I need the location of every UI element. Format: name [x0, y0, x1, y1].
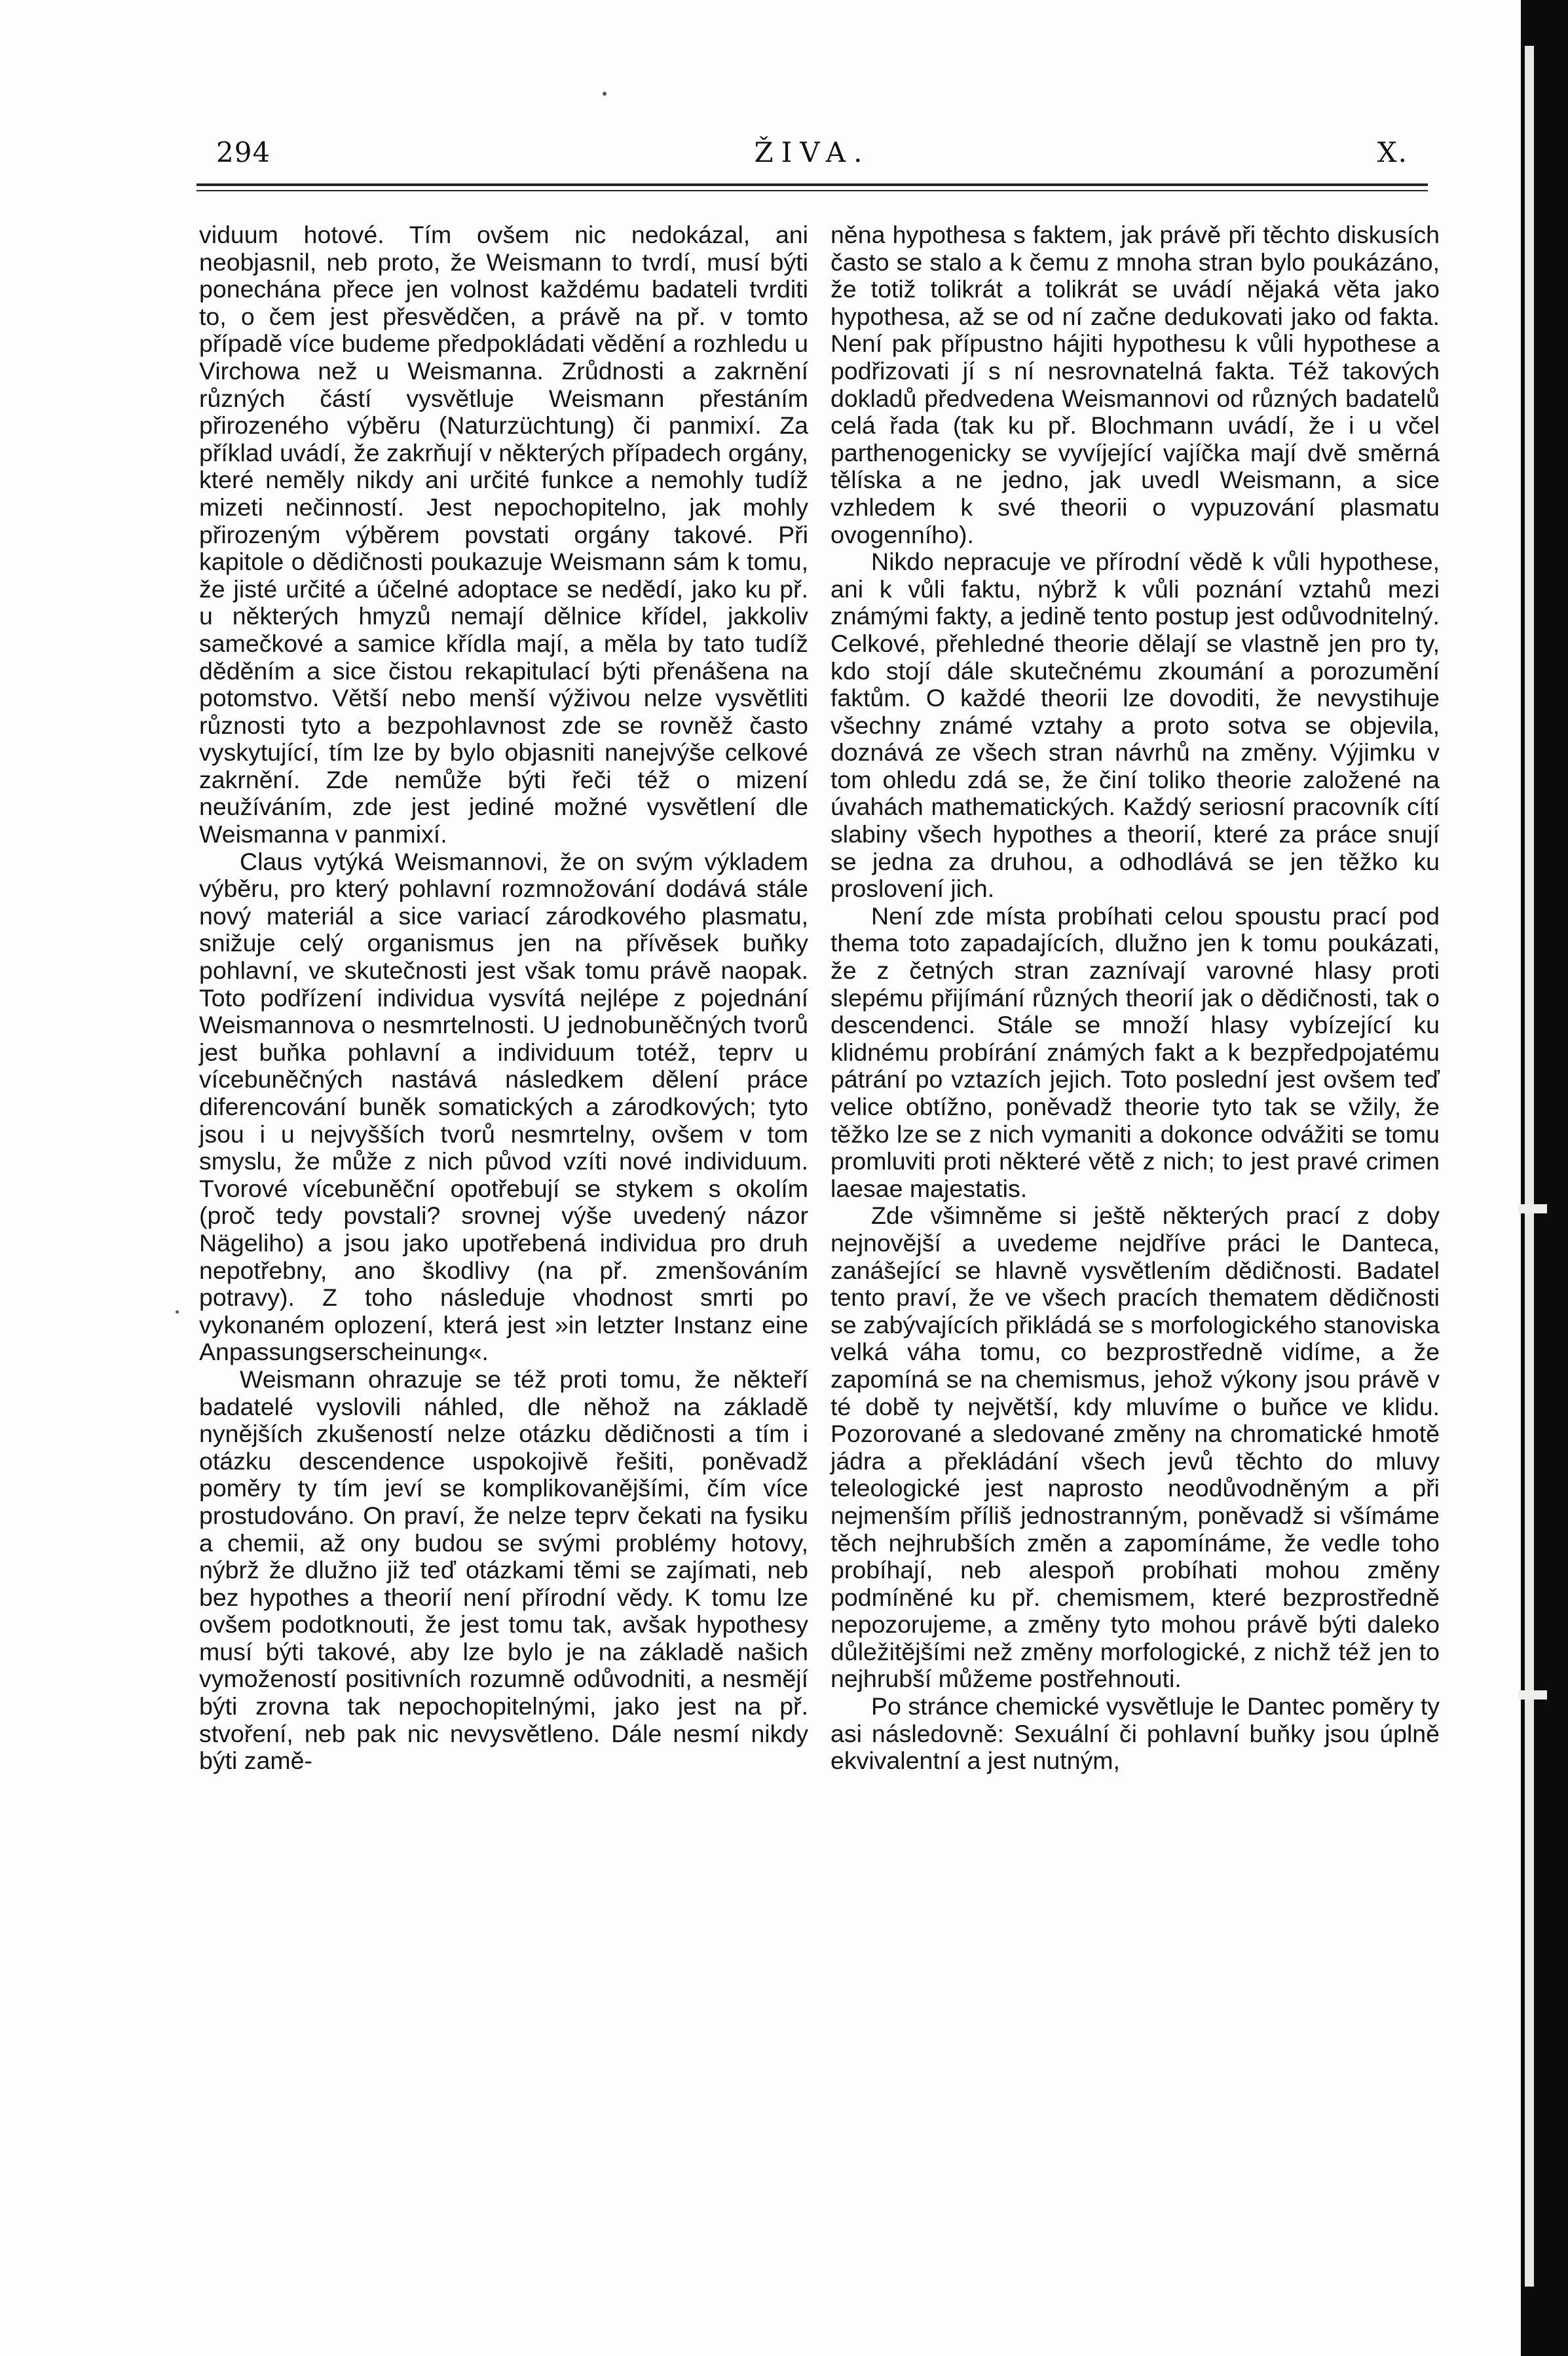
header-rule-thick — [196, 183, 1428, 186]
volume-number: X. — [1377, 136, 1408, 168]
paragraph: Nikdo nepracuje ve přírodní vědě k vůli hypothese, ani k vůli faktu, nýbrž k vůli poznání vztahů mezi známými fakty, a jedině tento postup jest odůvodnitelný. Celkové, přehledné theorie dělají se vlastně jen pro ty, kdo stojí dále skutečnému zkoumání a porozumění faktům. O každé theorii lze dovoditi, že nevystihuje všechny známé vztahy a proto sotva se objevila, doznává ze všech stran návrhů na změny. Výjimku v tom ohledu zdá se, že činí toliko theorie založené na úvahách mathematických. Každý seriosní pracovník cítí slabiny všech hypothes a theorií, které za práce snují se jedna za druhou, a odhodlává se jen těžko ku proslovení jich. — [831, 548, 1440, 903]
edge-marker — [1518, 1690, 1547, 1700]
edge-marker — [1518, 1204, 1547, 1213]
scan-speck — [603, 92, 607, 96]
scan-edge — [1521, 0, 1568, 2356]
journal-title: ŽIVA. — [754, 136, 870, 168]
header-rule-thin — [196, 190, 1428, 191]
page-number: 294 — [216, 136, 271, 168]
left-column — [199, 221, 808, 2187]
paragraph: něna hypothesa s faktem, jak právě při těchto diskusích často se stalo a k čemu z mnoha stran bylo poukázáno, že totiž tolikrát a tolikrát se uvádí nějaká věta jako hypothesa, až se od ní začne dedukovati jako od fakta. Není pak přípustno hájiti hypothesu k vůli hypothese a podřizovati jí s ní nesrovnatelná fakta. Též takových dokladů předvedena Weismannovi od různých badatelů celá řada (tak ku př. Blochmann uvádí, že i u včel parthenogenicky se vyvíjející vajíčka mají dvě směrná tělíska a ne jedno, jak uvedl Weismann, a sice vzhledem k své theorii o vypuzování plasmatu ovogenního). — [831, 221, 1440, 548]
right-column — [831, 221, 1440, 2187]
paragraph: Claus vytýká Weismannovi, že on svým výkladem výběru, pro který pohlavní rozmnožování dodává stále nový materiál a sice variací zárodkového plasmatu, snižuje celý organismus jen na přívěsek buňky pohlavní, ve skutečnosti jest však tomu právě naopak. Toto podřízení individua vysvítá nejlépe z pojednání Weismannova o nesmrtelnosti. U jednobuněčných tvorů jest buňka pohlavní a individuum totéž, teprv u vícebuněčných nastává následkem dělení práce diferencování buněk somatických a zárodkových; tyto jsou i u nejvyšších tvorů nesmrtelny, ovšem v tom smyslu, že může z nich původ vzíti nové individuum. Tvorové vícebuněční opotřebují se stykem s okolím (proč tedy povstali? srovnej výše uvedený názor Nägeliho) a jsou jako upotřebená individua pro druh nepotřebny, ano škodlivy (na př. zmenšováním potravy). Z toho následuje vhodnost smrti po vykonaném oplození, která jest »in letzter Instanz eine Anpassungserscheinung«. — [199, 847, 808, 1366]
paragraph: Weismann ohrazuje se též proti tomu, že někteří badatelé vyslovili náhled, dle něhož na základě nynějších zkušeností nelze otázku dědičnosti a tím i otázku descendence uspokojivě řešiti, poněvadž poměry ty tím jeví se komplikovanějšími, čím více prostudováno. On praví, že nelze teprv čekati na fysiku a chemii, až ony budou se svými problémy hotovy, nýbrž že dlužno již teď otázkami těmi se zajímati, neb bez hypothes a theorií není přírodní vědy. K tomu lze ovšem podotknouti, že jest tomu tak, avšak hypothesy musí býti takové, aby lze bylo je na základě našich vymožeností positivních rozumně odůvodniti, a nesmějí býti zrovna tak nepochopitelnými, jako jest na př. stvoření, neb pak nic nevysvětleno. Dále nesmí nikdy býti zamě- — [199, 1365, 808, 1775]
scan-speck — [176, 1310, 179, 1314]
paragraph: Po stránce chemické vysvětluje le Dantec poměry ty asi následovně: Sexuální či pohlavní buňky jsou úplně ekvivalentní a jest nutným, — [831, 1692, 1440, 1775]
paragraph: viduum hotové. Tím ovšem nic nedokázal, ani neobjasnil, neb proto, že Weismann to tvrdí, musí býti ponechána přece jen volnost každému badateli tvrditi to, o čem jest přesvědčen, a právě na př. v tomto případě více budeme předpokládati vědění a rozhledu u Virchowa než u Weismanna. Zrůdnosti a zakrnění různých částí vysvětluje Weismann přestáním přirozeného výběru (Naturzüchtung) či panmixí. Za příklad uvádí, že zakrňují v některých případech orgány, které neměly nikdy ani určité funkce a nemohly tudíž mizeti nečinností. Jest nepochopitelno, jak mohly přirozeným výběrem povstati orgány takové. Při kapitole o dědičnosti poukazuje Weismann sám k tomu, že jisté určité a účelné adoptace se nedědí, jako ku př. u některých hmyzů nemají dělnice křídel, jakkoliv samečkové a samice křídla mají, a měla by tato tudíž děděním a sice čistou rekapitulací býti přenášena na potomstvo. Větší nebo menší výživou nelze vysvětliti různosti tyto a bezpohlavnost zde se rovněž často vyskytující, tím lze by bylo objasniti nanejvýše celkové zakrnění. Zde nemůže býti řeči též o mizení neužíváním, zde jest jediné možné vysvětlení dle Weismanna v panmixí. — [199, 221, 808, 848]
paragraph: Zde všimněme si ještě některých prací z doby nejnovější a uvedeme nejdříve práci le Danteca, zanášející se hlavně vysvětlením dědičnosti. Badatel tento praví, že ve všech pracích thematem dědičnosti se zabývajících přikládá se s morfologického stanoviska velká váha tomu, co bezprostředně vidíme, a že zapomíná se na chemismus, jehož výkony jsou právě v té době ty největší, kdy mluvíme o buňce ve klidu. Pozorované a sledované změny na chromatické hmotě jádra a překládání všech jevů těchto do mluvy teleologické jest naprosto neodůvodněným a při nejmenším příliš jednostranným, poněvadž si všímáme těch nejhrubších změn a zapomínáme, že vedle toho probíhají, neb alespoň probíhati mohou změny podmíněné ku př. chemismem, které bezprostředně nepozorujeme, a změny tyto mohou právě býti daleko důležitějšími než změny morfologické, z nichž též jen to nejhrubší můžeme postřehnouti. — [831, 1202, 1440, 1693]
paragraph: Není zde místa probíhati celou spoustu prací pod thema toto zapadajících, dlužno jen k tomu poukázati, že z četných stran zaznívají varovné hlasy proti slepému přijímání různých theorií jak o dědičnosti, tak o descendenci. Stále se množí hlasy vybízející ku klidnému probírání známých fakt a k bezpředpojatému pátrání po vztazích jejich. Toto poslední jest ovšem teď velice obtížno, poněvadž theorie tyto tak se vžily, že těžko lze se z nich vymaniti a dokonce odvážiti se tomu promluviti proti některé větě z nich; to jest pravé crimen laesae majestatis. — [831, 902, 1440, 1202]
running-header — [216, 136, 1408, 182]
adjacent-page-edge — [1525, 46, 1534, 2287]
